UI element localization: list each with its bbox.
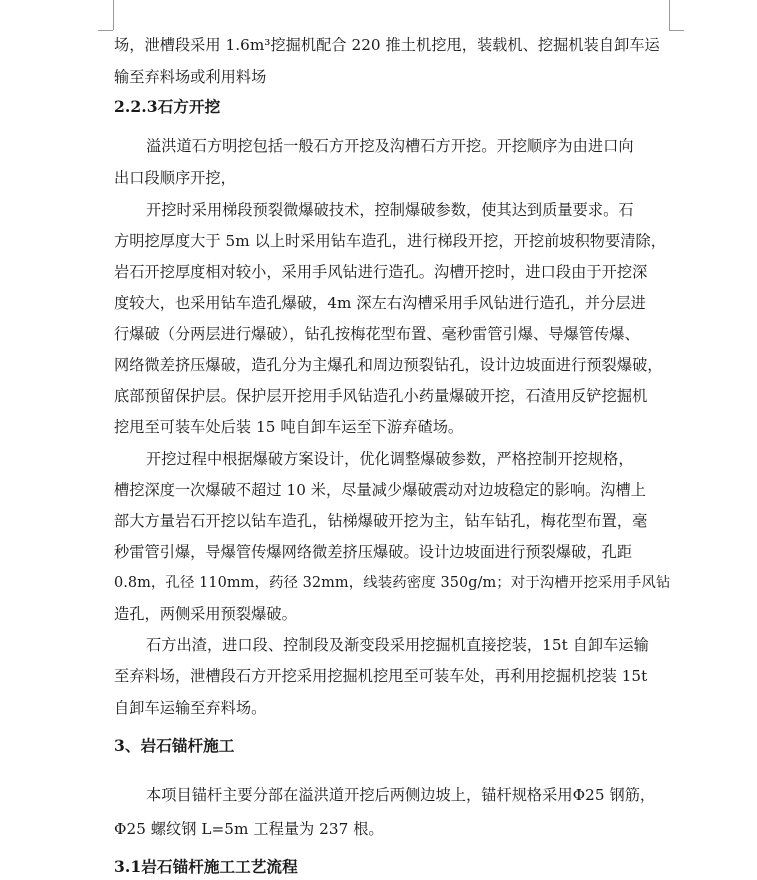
text-line: 场，泄槽段采用 1.6m³挖掘机配合 220 推土机挖甩，装载机、挖掘机装自卸车运 [114,36,660,54]
text-line: 方明挖厚度大于 5m 以上时采用钻车造孔，进行梯段开挖，开挖前坡积物要清除， [114,232,666,250]
text-line: 输至弃料场或利用料场 [114,68,267,86]
text-line: 自卸车运输至弃料场。 [114,699,267,717]
text-line: 行爆破（分两层进行爆破），钻孔按梅花型布置、毫秒雷管引爆、导爆管传爆、 [114,325,640,343]
crop-mark-top-left-horizontal [98,30,113,31]
text-line: 0.8m，孔径 110mm，药径 32mm，线装药密度 350g/m；对于沟槽开挖采用手风钻 [114,575,671,591]
paragraph-first-line: 开挖时采用梯段预裂微爆破技术，控制爆破参数，使其达到质量要求。石 [146,201,634,219]
text-line: 槽挖深度一次爆破不超过 10 米，尽量减少爆破震动对边坡稳定的影响。沟槽上 [114,481,647,499]
text-line: 岩石开挖厚度相对较小，采用手风钻进行造孔。沟槽开挖时，进口段由于开挖深 [114,263,648,281]
paragraph-first-line: 石方出渣，进口段、控制段及渐变段采用挖掘机直接挖装，15t 自卸车运输 [146,636,649,654]
crop-mark-top-left [113,0,114,30]
text-line: 出口段顺序开挖， [114,169,236,187]
paragraph-first-line: 本项目锚杆主要分部在溢洪道开挖后两侧边坡上，锚杆规格采用Φ25 钢筋， [146,786,656,804]
section-heading: 3、岩石锚杆施工 [114,736,235,755]
crop-mark-top-right [669,0,670,30]
text-line: 部大方量岩石开挖以钻车造孔，钻梯爆破开挖为主，钻车钻孔，梅花型布置，毫 [114,512,648,530]
text-line: 挖甩至可装车处后装 15 吨自卸车运至下游弃碴场。 [114,418,464,436]
text-line: 网络微差挤压爆破，造孔分为主爆孔和周边预裂钻孔，设计边坡面进行预裂爆破， [114,356,663,374]
crop-mark-top-right-horizontal [669,30,684,31]
text-line: 至弃料场，泄槽段石方开挖采用挖掘机挖甩至可装车处，再利用挖掘机挖装 15t [114,667,648,685]
text-line: Φ25 螺纹钢 L=5m 工程量为 237 根。 [114,820,384,838]
section-heading: 2.2.3石方开挖 [114,97,221,116]
text-line: 底部预留保护层。保护层开挖用手风钻造孔小药量爆破开挖，石渣用反铲挖掘机 [114,387,648,405]
section-heading: 3.1岩石锚杆施工工艺流程 [114,857,298,876]
text-line: 秒雷管引爆，导爆管传爆网络微差挤压爆破。设计边坡面进行预裂爆破，孔距 [114,543,633,561]
paragraph-first-line: 溢洪道石方明挖包括一般石方开挖及沟槽石方开挖。开挖顺序为由进口向 [146,137,634,155]
paragraph-first-line: 开挖过程中根据爆破方案设计，优化调整爆破参数，严格控制开挖规格， [146,450,634,468]
text-line: 度较大，也采用钻车造孔爆破，4m 深左右沟槽采用手风钻进行造孔，并分层进 [114,294,646,312]
text-line: 造孔，两侧采用预裂爆破。 [114,605,297,623]
